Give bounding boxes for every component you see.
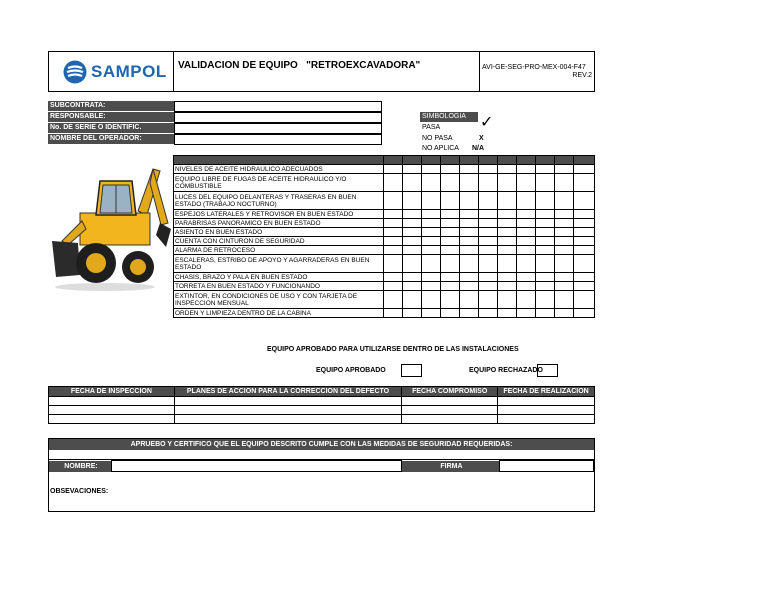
approval-title: EQUIPO APROBADO PARA UTILIZARSE DENTRO DE LAS INSTALACIONES [267, 346, 519, 353]
checklist-item: ORDEN Y LIMPIEZA DENTRO DE LA CABINA [174, 309, 384, 318]
checklist-item: TORRETA EN BUEN ESTADO Y FUNCIONANDO [174, 282, 384, 291]
backhoe-icon [50, 163, 172, 293]
legend-pass-label: PASA [422, 124, 441, 131]
code-cell [479, 52, 594, 91]
legend-fail-symbol: X [479, 135, 484, 142]
serie-field[interactable] [174, 123, 382, 134]
checklist-item: ASIENTO EN BUEN ESTADO [174, 228, 384, 237]
checklist-row [174, 309, 595, 318]
serie-label: No. DE SERIE O IDENTIFIC. [48, 123, 174, 133]
checklist-item: EQUIPO LIBRE DE FUGAS DE ACEITE HIDRAULICO Y/O COMBUSTIBLE [174, 174, 384, 192]
form-title: VALIDACION DE EQUIPO "RETROEXCAVADORA" [178, 60, 421, 71]
checklist-item: CUENTA CON CINTURON DE SEGURIDAD [174, 237, 384, 246]
form-header [48, 51, 595, 92]
checklist-item: ESPEJOS LATERALES Y RETROVISOR EN BUEN ESTADO [174, 210, 384, 219]
approved-checkbox[interactable] [401, 364, 422, 377]
header-fecha-compromiso: FECHA COMPROMISO [402, 387, 498, 397]
checklist-row [174, 174, 595, 192]
actions-table [48, 386, 595, 424]
checklist-row [174, 291, 595, 309]
rejected-label: EQUIPO RECHAZADO [469, 367, 543, 374]
subcontrata-label: SUBCONTRATA: [48, 101, 174, 111]
checklist-item: CHASIS, BRAZO Y PALA EN BUEN ESTADO [174, 273, 384, 282]
observations-label: OBSEVACIONES: [50, 488, 109, 495]
table-row [49, 415, 595, 424]
responsable-label: RESPONSABLE: [48, 112, 174, 122]
checklist-item: ALARMA DE RETROCESO [174, 246, 384, 255]
checklist-row [174, 228, 595, 237]
form-rev: REV.2 [572, 72, 592, 79]
sampol-logo-icon [63, 60, 87, 84]
checklist-row [174, 237, 595, 246]
legend-title: SIMBOLOGIA [420, 112, 478, 122]
checklist-row [174, 210, 595, 219]
checklist-table [173, 155, 595, 318]
name-field[interactable] [111, 460, 402, 472]
actions-header-row [49, 387, 595, 397]
header-planes-accion: PLANES DE ACCION PARA LA CORRECCION DEL DEFECTO [174, 387, 401, 397]
subcontrata-field[interactable] [174, 101, 382, 112]
checklist-item: NIVELES DE ACEITE HIDRAULICO ADECUADOS [174, 165, 384, 174]
logo-text: SAMPOL [91, 62, 167, 81]
checklist-row [174, 165, 595, 174]
sign-label: FIRMA [402, 461, 499, 472]
checklist-row [174, 273, 595, 282]
checklist-row [174, 192, 595, 210]
operador-field[interactable] [174, 134, 382, 145]
checklist-row [174, 219, 595, 228]
approved-label: EQUIPO APROBADO [316, 367, 386, 374]
checklist-item: LUCES DEL EQUIPO DELANTERAS Y TRASERAS EN BUEN ESTADO (TRABAJO NOCTURNO) [174, 192, 384, 210]
responsable-field[interactable] [174, 112, 382, 123]
certify-spacer [49, 450, 594, 460]
checklist-header-row [174, 156, 595, 165]
header-fecha-realizacion: FECHA DE REALIZACION [498, 387, 595, 397]
check-icon: ✓ [480, 112, 494, 131]
checklist-row [174, 255, 595, 273]
checklist-item: ESCALERAS, ESTRIBO DE APOYO Y AGARRADERAS EN BUEN ESTADO [174, 255, 384, 273]
checklist-row [174, 246, 595, 255]
checklist-item: PARABRISAS PANORAMICO EN BUEN ESTADO [174, 219, 384, 228]
logo-cell [49, 52, 174, 91]
rejected-checkbox[interactable] [537, 364, 558, 377]
header-fecha-inspeccion: FECHA DE INSPECCION [49, 387, 175, 397]
operador-label: NOMBRE DEL OPERADOR: [48, 134, 174, 144]
certify-block [48, 438, 595, 512]
certify-statement: APRUEBO Y CERTIFICO QUE EL EQUIPO DESCRITO CUMPLE CON LAS MEDIDAS DE SEGURIDAD REQUERIDAS: [49, 439, 594, 450]
table-row [49, 397, 595, 406]
form-code: AVI-GE-SEG-PRO-MEX-004-F47 [482, 64, 586, 71]
legend-fail-label: NO PASA [422, 135, 453, 142]
checklist-item: EXTINTOR, EN CONDICIONES DE USO Y CON TARJETA DE INSPECCION MENSUAL [174, 291, 384, 309]
legend-na-label: NO APLICA [422, 145, 459, 152]
checklist-row [174, 282, 595, 291]
sign-field[interactable] [499, 460, 594, 472]
table-row [49, 406, 595, 415]
name-label: NOMBRE: [49, 461, 111, 472]
legend-na-symbol: N/A [472, 145, 485, 152]
